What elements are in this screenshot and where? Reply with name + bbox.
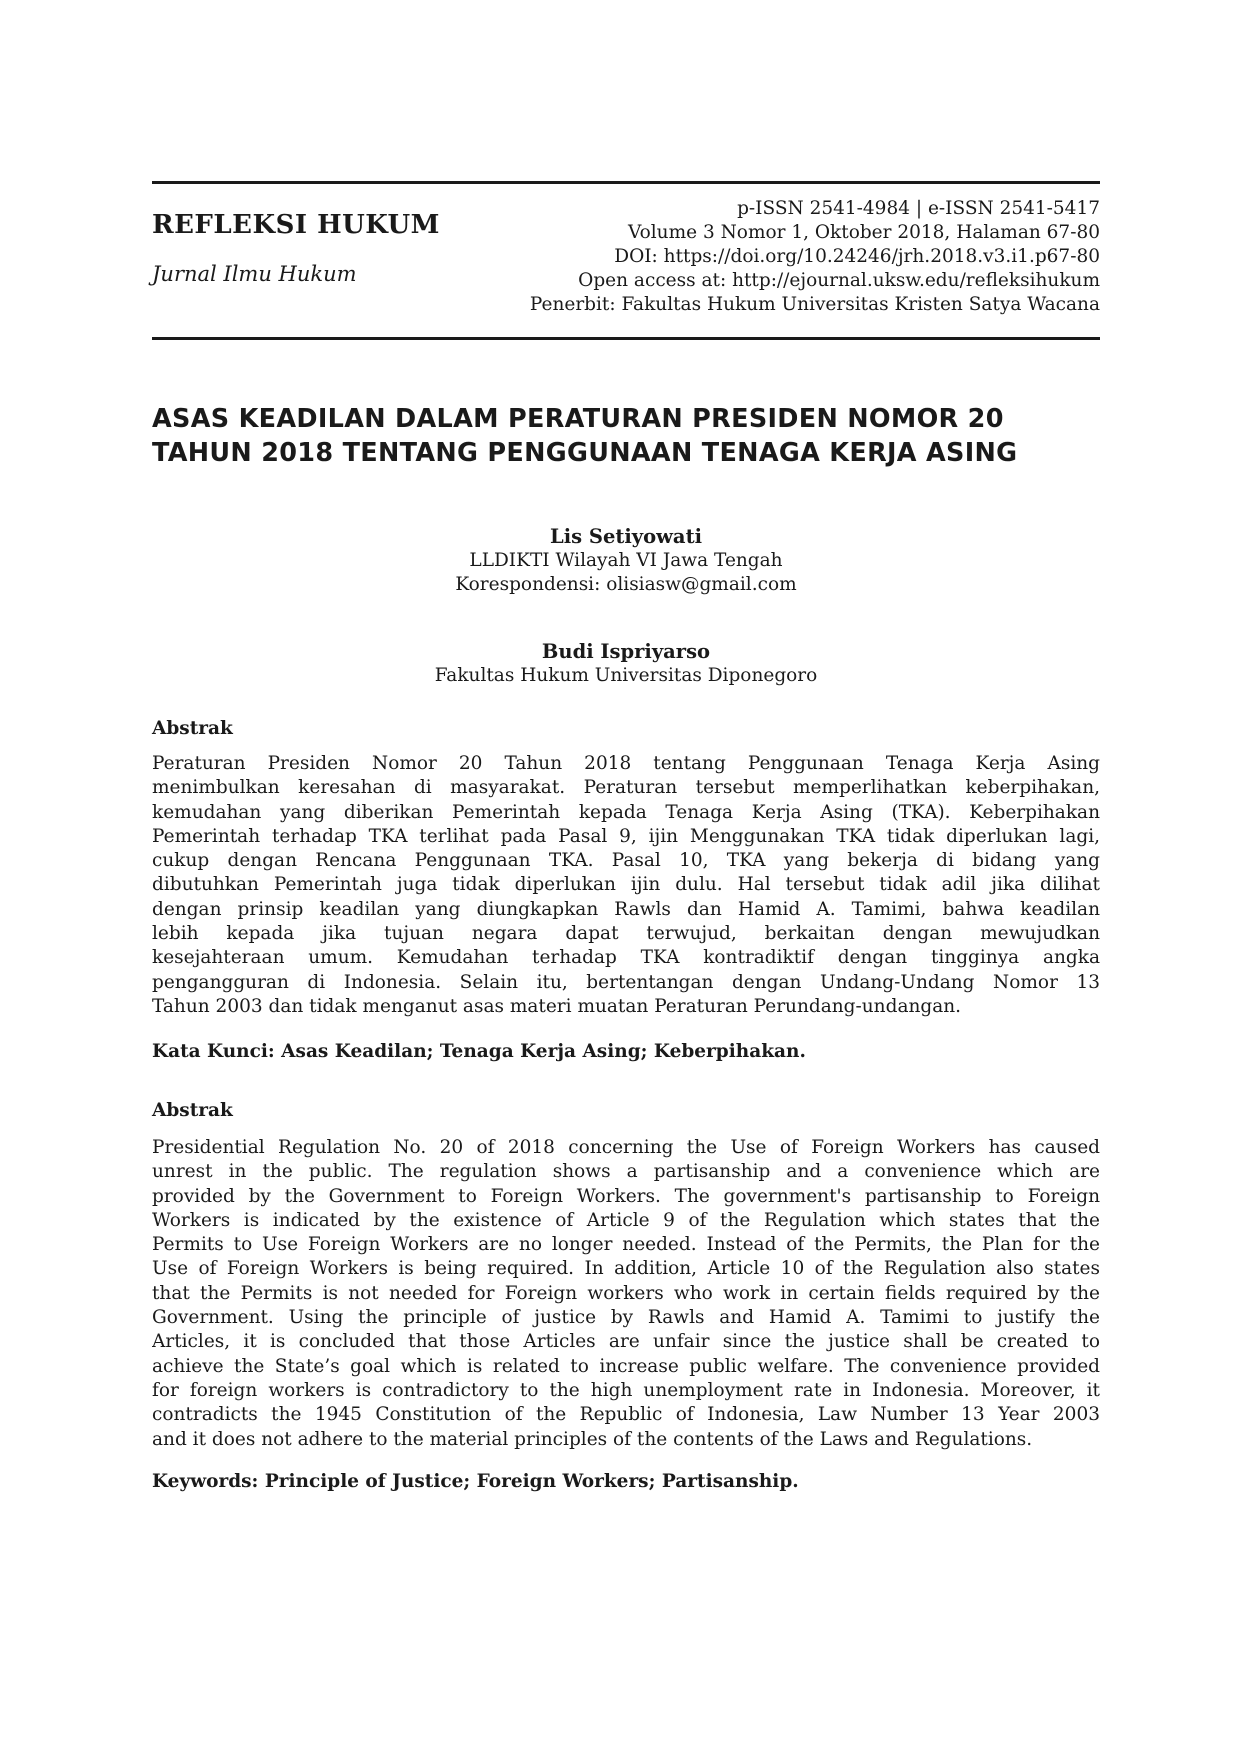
open-access-line: Open access at: http://ejournal.uksw.edu/refleksihukum	[578, 270, 1100, 291]
abstract-line: Government. Using the principle of justice by Rawls and Hamid A. Tamimi to justify the	[152, 1307, 1100, 1329]
abstract-english	[152, 1136, 1100, 1452]
abstract-line: dibutuhkan Pemerintah juga tidak diperlukan ijin dulu. Hal tersebut tidak adil jika dilihat	[152, 874, 1100, 896]
header-top-rule	[152, 181, 1100, 184]
author-block	[152, 525, 1100, 597]
abstract-line: provided by the Government to Foreign Workers. The government's partisanship to Foreign	[152, 1185, 1100, 1207]
author-affiliation: Fakultas Hukum Universitas Diponegoro	[434, 665, 818, 686]
abstract-line: Peraturan Presiden Nomor 20 Tahun 2018 tentang Penggunaan Tenaga Kerja Asing	[152, 753, 1100, 774]
abstract-line: Presidential Regulation No. 20 of 2018 concerning the Use of Foreign Workers has caused	[152, 1137, 1100, 1158]
journal-subtitle: Jurnal Ilmu Hukum	[152, 262, 357, 286]
abstract-line: Permits to Use Foreign Workers are no longer needed. Instead of the Permits, the Plan for the	[152, 1234, 1100, 1256]
abstract-line: unrest in the public. The regulation shows a partisanship and a convenience which are	[152, 1161, 1100, 1183]
abstract-indonesian	[152, 752, 1100, 1019]
abstract-line: lebih kepada jika tujuan negara dapat terwujud, berkaitan dengan mewujudkan	[152, 923, 1100, 945]
journal-name: REFLEKSI HUKUM	[152, 210, 440, 240]
abstract-line: achieve the State’s goal which is related to increase public welfare. The convenience provided	[152, 1355, 1100, 1377]
abstract-line: that the Permits is not needed for Foreign workers who work in certain fields required by the	[152, 1282, 1100, 1304]
paper-title	[152, 402, 1100, 470]
abstract-line: cukup dengan Rencana Penggunaan TKA. Pasal 10, TKA yang bekerja di bidang yang	[152, 850, 1100, 872]
author-correspondence: Korespondensi: olisiasw@gmail.com	[455, 574, 797, 595]
abstract-line: Workers is indicated by the existence of Article 9 of the Regulation which states that the	[152, 1209, 1100, 1231]
volume-line: Volume 3 Nomor 1, Oktober 2018, Halaman 67-80	[627, 222, 1100, 243]
abstract-line: dengan prinsip keadilan yang diungkapkan Rawls dan Hamid A. Tamimi, bahwa keadilan	[152, 898, 1100, 920]
header-bottom-rule	[152, 337, 1100, 340]
keywords-indonesian: Kata Kunci: Asas Keadilan; Tenaga Kerja Asing; Keberpihakan.	[152, 1041, 806, 1062]
abstract-line: Use of Foreign Workers is being required. In addition, Article 10 of the Regulation also states	[152, 1258, 1100, 1280]
title-line: ASAS KEADILAN DALAM PERATURAN PRESIDEN NOMOR 20	[152, 404, 1004, 434]
author-block	[152, 640, 1100, 688]
abstract-heading: Abstrak	[152, 1100, 233, 1121]
abstract-line: pengangguran di Indonesia. Selain itu, bertentangan dengan Undang-Undang Nomor 13	[152, 971, 1100, 993]
author-name: Budi Ispriyarso	[541, 640, 711, 663]
abstract-line: for foreign workers is contradictory to the high unemployment rate in Indonesia. Moreover, it	[152, 1379, 1100, 1401]
abstract-line: contradicts the 1945 Constitution of the Republic of Indonesia, Law Number 13 Year 2003	[152, 1404, 1100, 1426]
abstract-line: Pemerintah terhadap TKA terlihat pada Pasal 9, ijin Menggunakan TKA tidak diperlukan lagi,	[152, 825, 1100, 847]
abstract-line: and it does not adhere to the material principles of the contents of the Laws and Regulations.	[152, 1428, 1033, 1450]
abstract-line: kesejahteraan umum. Kemudahan terhadap TKA kontradiktif dengan tingginya angka	[152, 947, 1100, 969]
doi-line: DOI: https://doi.org/10.24246/jrh.2018.v3.i1.p67-80	[614, 246, 1100, 267]
publisher-line: Penerbit: Fakultas Hukum Universitas Kristen Satya Wacana	[529, 294, 1100, 315]
title-line: TAHUN 2018 TENTANG PENGGUNAAN TENAGA KERJA ASING	[152, 438, 1018, 468]
abstract-line: Articles, it is concluded that those Articles are unfair since the justice shall be created to	[152, 1331, 1100, 1353]
abstract-line: kemudahan yang diberikan Pemerintah kepada Tenaga Kerja Asing (TKA). Keberpihakan	[152, 801, 1100, 823]
journal-meta	[530, 197, 1100, 317]
abstract-line: menimbulkan keresahan di masyarakat. Peraturan tersebut memperlihatkan keberpihakan,	[152, 777, 1100, 799]
author-name: Lis Setiyowati	[550, 525, 702, 548]
abstract-heading: Abstrak	[152, 718, 233, 739]
author-affiliation: LLDIKTI Wilayah VI Jawa Tengah	[469, 550, 783, 571]
issn-line: p-ISSN 2541-4984 | e-ISSN 2541-5417	[737, 198, 1100, 219]
abstract-line: Tahun 2003 dan tidak menganut asas materi muatan Peraturan Perundang-undangan.	[152, 995, 962, 1017]
keywords-english: Keywords: Principle of Justice; Foreign Workers; Partisanship.	[152, 1471, 799, 1492]
